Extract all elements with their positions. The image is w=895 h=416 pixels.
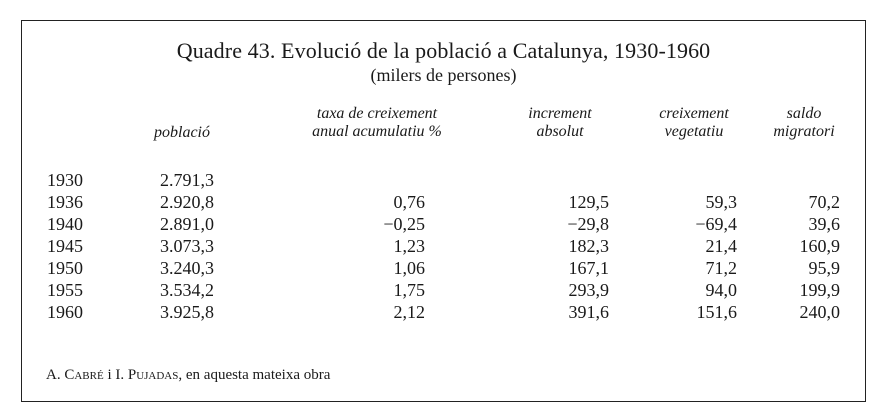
cell-taxa: −0,25: [383, 214, 425, 234]
header-creixement-line1: creixement: [659, 105, 729, 122]
header-increment-line1: increment: [528, 105, 592, 122]
cell-poblacio: 2.920,8: [160, 192, 214, 212]
table-row: [22, 214, 865, 236]
table-subtitle: (milers de persones): [370, 65, 517, 85]
cell-year: 1936: [47, 192, 83, 212]
cell-vegetatiu: 59,3: [705, 192, 737, 212]
table-row: [22, 280, 865, 302]
cell-taxa: 2,12: [393, 302, 425, 322]
cell-year: 1945: [47, 236, 83, 256]
cell-vegetatiu: −69,4: [695, 214, 737, 234]
cell-vegetatiu: 94,0: [705, 280, 737, 300]
source-note: [46, 367, 330, 384]
cell-poblacio: 3.240,3: [160, 258, 214, 278]
cell-increment: 129,5: [568, 192, 609, 212]
header-taxa: [282, 105, 472, 141]
cell-vegetatiu: 151,6: [696, 302, 737, 322]
cell-poblacio: 3.073,3: [160, 236, 214, 256]
table-frame: [21, 20, 866, 402]
cell-taxa: 1,23: [393, 236, 425, 256]
source-author-2: I. Pujadas: [115, 367, 179, 383]
cell-poblacio: 2.891,0: [160, 214, 214, 234]
table-row: [22, 302, 865, 324]
header-taxa-line1: taxa de creixement: [316, 105, 438, 122]
source-rest: , en aquesta mateixa obra: [178, 367, 331, 383]
cell-increment: 182,3: [568, 236, 609, 256]
cell-poblacio: 2.791,3: [160, 170, 214, 190]
table-row: [22, 258, 865, 280]
table-row: [22, 170, 865, 192]
header-increment-line2: absolut: [536, 123, 584, 140]
cell-taxa: 0,76: [393, 192, 425, 212]
cell-taxa: 1,06: [393, 258, 425, 278]
cell-increment: 391,6: [568, 302, 609, 322]
table-title: Quadre 43. Evolució de la població a Catalunya, 1930-1960: [176, 38, 711, 63]
cell-increment: −29,8: [567, 214, 609, 234]
cell-vegetatiu: 21,4: [705, 236, 737, 256]
header-taxa-line2: anual acumulatiu %: [312, 123, 442, 140]
header-poblacio: població: [154, 124, 210, 141]
table-row: [22, 192, 865, 214]
cell-year: 1960: [47, 302, 83, 322]
cell-migratori: 70,2: [808, 192, 840, 212]
header-increment: [510, 105, 610, 141]
cell-year: 1955: [47, 280, 83, 300]
header-creixement-line2: vegetatiu: [664, 123, 724, 140]
cell-year: 1950: [47, 258, 83, 278]
table-row: [22, 236, 865, 258]
cell-migratori: 39,6: [808, 214, 840, 234]
cell-year: 1930: [47, 170, 83, 190]
header-saldo-line1: saldo: [786, 105, 822, 122]
header-saldo-line2: migratori: [773, 123, 835, 140]
cell-increment: 293,9: [568, 280, 609, 300]
cell-increment: 167,1: [568, 258, 609, 278]
source-author-1: A. Cabré: [46, 367, 104, 383]
header-creixement: [644, 105, 744, 141]
header-saldo: [764, 105, 844, 141]
cell-poblacio: 3.534,2: [160, 280, 214, 300]
cell-poblacio: 3.925,8: [160, 302, 214, 322]
cell-year: 1940: [47, 214, 83, 234]
cell-migratori: 240,0: [799, 302, 840, 322]
cell-vegetatiu: 71,2: [705, 258, 737, 278]
source-conjunction: i: [107, 367, 112, 383]
cell-migratori: 199,9: [799, 280, 840, 300]
cell-migratori: 160,9: [799, 236, 840, 256]
cell-taxa: 1,75: [393, 280, 425, 300]
cell-migratori: 95,9: [808, 258, 840, 278]
